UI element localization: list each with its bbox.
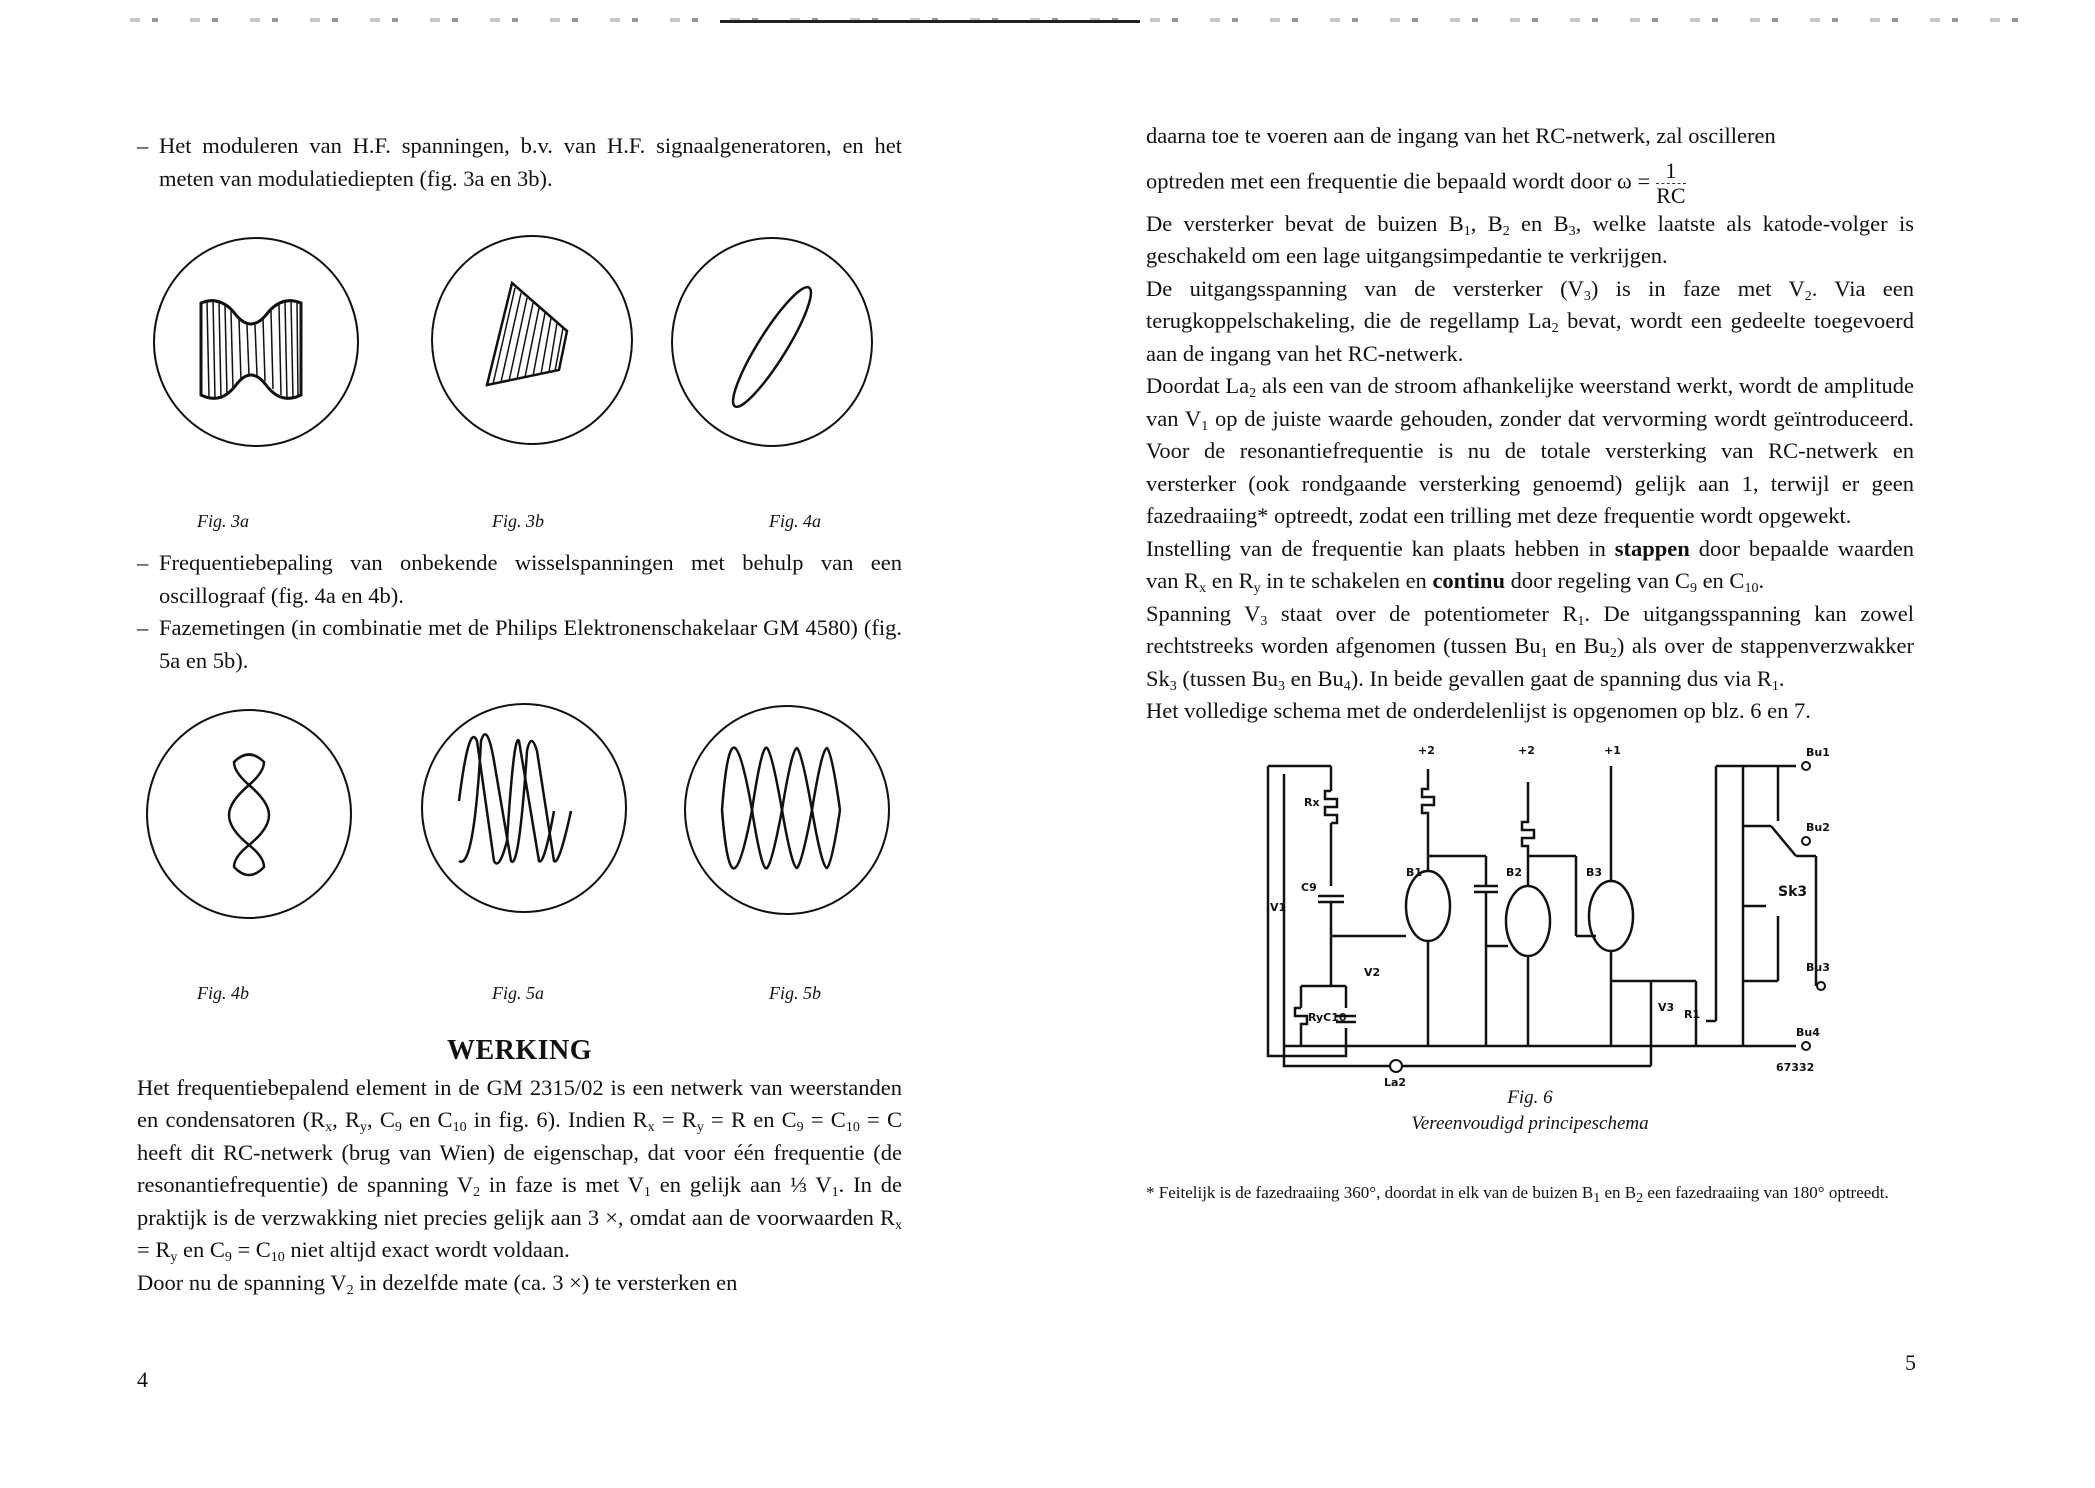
paragraph-setting: Instelling van de frequentie kan plaats hebben in stappen door bepaalde waarden van $R_x$ en $R_y$ in te schakelen en continu door regeling van $C_9$ en $C_{10}$. — [1146, 535, 1914, 596]
label-rx: Rx — [1304, 795, 1320, 809]
fig-3b-oscillogram — [427, 233, 637, 448]
label-supply-b1: +2 — [1418, 743, 1435, 757]
section-heading-werking: WERKING — [446, 1035, 593, 1066]
bullet-phase: – Fazemetingen (in combinatie met de Philips Elektronenschakelaar GM 4580) (fig. 5a en 5b). — [137, 615, 902, 673]
figures-row-2 — [137, 707, 902, 977]
formula-omega: $\frac{1}{RC}$ — [1656, 157, 1686, 208]
caption-fig-3b: Fig. 3b — [492, 511, 544, 531]
label-bu4: Bu4 — [1796, 1025, 1820, 1039]
label-sk3: Sk3 — [1778, 883, 1808, 900]
figure-captions-row-2 — [137, 977, 902, 1013]
fig-5a-oscillogram — [419, 701, 629, 916]
label-c9: C9 — [1301, 880, 1317, 894]
line-formula: optreden met een frequentie die bepaald wordt door ω = $\frac{1}{RC}$ — [1146, 157, 1686, 208]
bullet-frequency: – Frequentiebepaling van onbekende wisselspanningen met behulp van een oscillograaf (fig. 4a en 4b). — [137, 550, 902, 608]
scan-artifact-center — [720, 20, 1140, 23]
paragraph-lamp: Doordat $La_2$ als een van de stroom afhankelijke weerstand werkt, wordt de amplitude van $V_1$ op de juiste waarde gehouden, zonder dat vervorming wordt geïntroduceerd. Voor de resonantiefrequentie is nu de totale versterking van RC-netwerk en versterker (ook rondgaande versterking genoemd) gelijk aan 1, terwijl er geen fazedraaiing* optreedt, zodat een trilling met deze frequentie wordt opgewekt. — [1146, 373, 1914, 528]
paragraph-amplify: Door nu de spanning $V_2$ in dezelfde mate (ca. 3 ×) te versterken en — [137, 1269, 738, 1298]
label-bu2: Bu2 — [1806, 820, 1830, 834]
label-v1: V1 — [1270, 900, 1287, 914]
paragraph-schema-ref: Het volledige schema met de onderdelenlijst is opgenomen op blz. 6 en 7. — [1146, 698, 1811, 723]
paragraph-amplifier: De versterker bevat de buizen $B_1$, $B_2$ en $B_3$, welke laatste als katode-volger is geschakeld om een lage uitgangsimpedantie te verkrijgen. — [1146, 210, 1914, 268]
label-b2: B2 — [1506, 865, 1523, 879]
label-drawing-code: 67332 — [1776, 1060, 1815, 1074]
label-b1: B1 — [1406, 865, 1423, 879]
line-continuation: daarna toe te voeren aan de ingang van het RC-netwerk, zal oscilleren — [1146, 123, 1776, 148]
label-supply-b3: +1 — [1604, 743, 1621, 757]
bullet-modulation: – Het moduleren van H.F. spanningen, b.v. van H.F. signaalgeneratoren, en het meten van modulatiediepten (fig. 3a en 3b). — [137, 133, 902, 191]
fig-6-schematic — [1256, 743, 1836, 1089]
page-number-right: 5 — [1905, 1350, 1916, 1375]
figures-row-1 — [137, 235, 902, 505]
paragraph-output: De uitgangsspanning van de versterker $(V_3)$ is in faze met $V_2$. Via een terugkoppelschakeling, die de regellamp $La_2$ bevat, wordt een gedeelte toegevoerd aan de ingang van het RC-netwerk. — [1146, 275, 1915, 366]
label-bu1: Bu1 — [1806, 745, 1830, 759]
fig-3a-oscillogram — [151, 235, 361, 450]
label-v3: V3 — [1658, 1000, 1675, 1014]
label-v2: V2 — [1364, 965, 1381, 979]
fig-5b-oscillogram — [682, 703, 892, 918]
label-supply-b2: +2 — [1518, 743, 1535, 757]
label-ry-c10: RyC10 — [1308, 1010, 1347, 1024]
caption-fig-5b: Fig. 5b — [769, 983, 821, 1003]
label-la2: La2 — [1384, 1075, 1407, 1089]
page-number-left: 4 — [137, 1367, 148, 1392]
figure-captions-row-1 — [137, 505, 902, 541]
fig-6-subcaption: Vereenvoudigd principeschema — [1411, 1113, 1649, 1134]
fig-6-caption: Fig. 6 — [1507, 1087, 1553, 1108]
right-page — [1146, 120, 1914, 1206]
caption-fig-5a: Fig. 5a — [492, 983, 544, 1003]
paragraph-voltage: Spanning $V_3$ staat over de potentiometer $R_1$. De uitgangsspanning kan zowel rechtstreeks worden afgenomen (tussen $Bu_1$ en $Bu_2$) als over de stappenverzwakker $Sk_3$ (tussen $Bu_3$ en $Bu_4$). In beide gevallen gaat de spanning dus via $R_1$. — [1146, 600, 1915, 694]
fig-4a-oscillogram — [667, 235, 877, 450]
paragraph-werking: Het frequentiebepalend element in de GM 2315/02 is een netwerk van weerstanden en condensatoren ($R_x$, $R_y$, $C_9$ en $C_{10}$ in fig. 6). Indien $R_x = R_y = R$ en $C_9 = C_{10} = C$ heeft dit RC-netwerk (brug van Wien) de eigenschap, dat voor één frequentie (de resonantiefrequentie) de spanning $V_2$ in faze is met $V_1$ en gelijk aan ⅓ $V_1$. In de praktijk is de verzwakking niet precies gelijk aan 3 ×, omdat aan de voorwaarden $R_x = R_y$ en $C_9 = C_{10}$ niet altijd exact wordt voldaan. — [137, 1074, 902, 1265]
left-page — [137, 130, 902, 1299]
caption-fig-4b: Fig. 4b — [197, 983, 249, 1003]
label-r1: R1 — [1684, 1007, 1701, 1021]
caption-fig-4a: Fig. 4a — [769, 511, 821, 531]
label-bu3: Bu3 — [1806, 960, 1830, 974]
caption-fig-3a: Fig. 3a — [197, 511, 249, 531]
footnote: * Feitelijk is de fazedraaiing 360°, doordat in elk van de buizen $B_1$ en $B_2$ een fazedraaiing van 180° optreedt. — [1146, 1183, 1889, 1206]
fig-4b-oscillogram — [144, 707, 354, 922]
label-b3: B3 — [1586, 865, 1603, 879]
